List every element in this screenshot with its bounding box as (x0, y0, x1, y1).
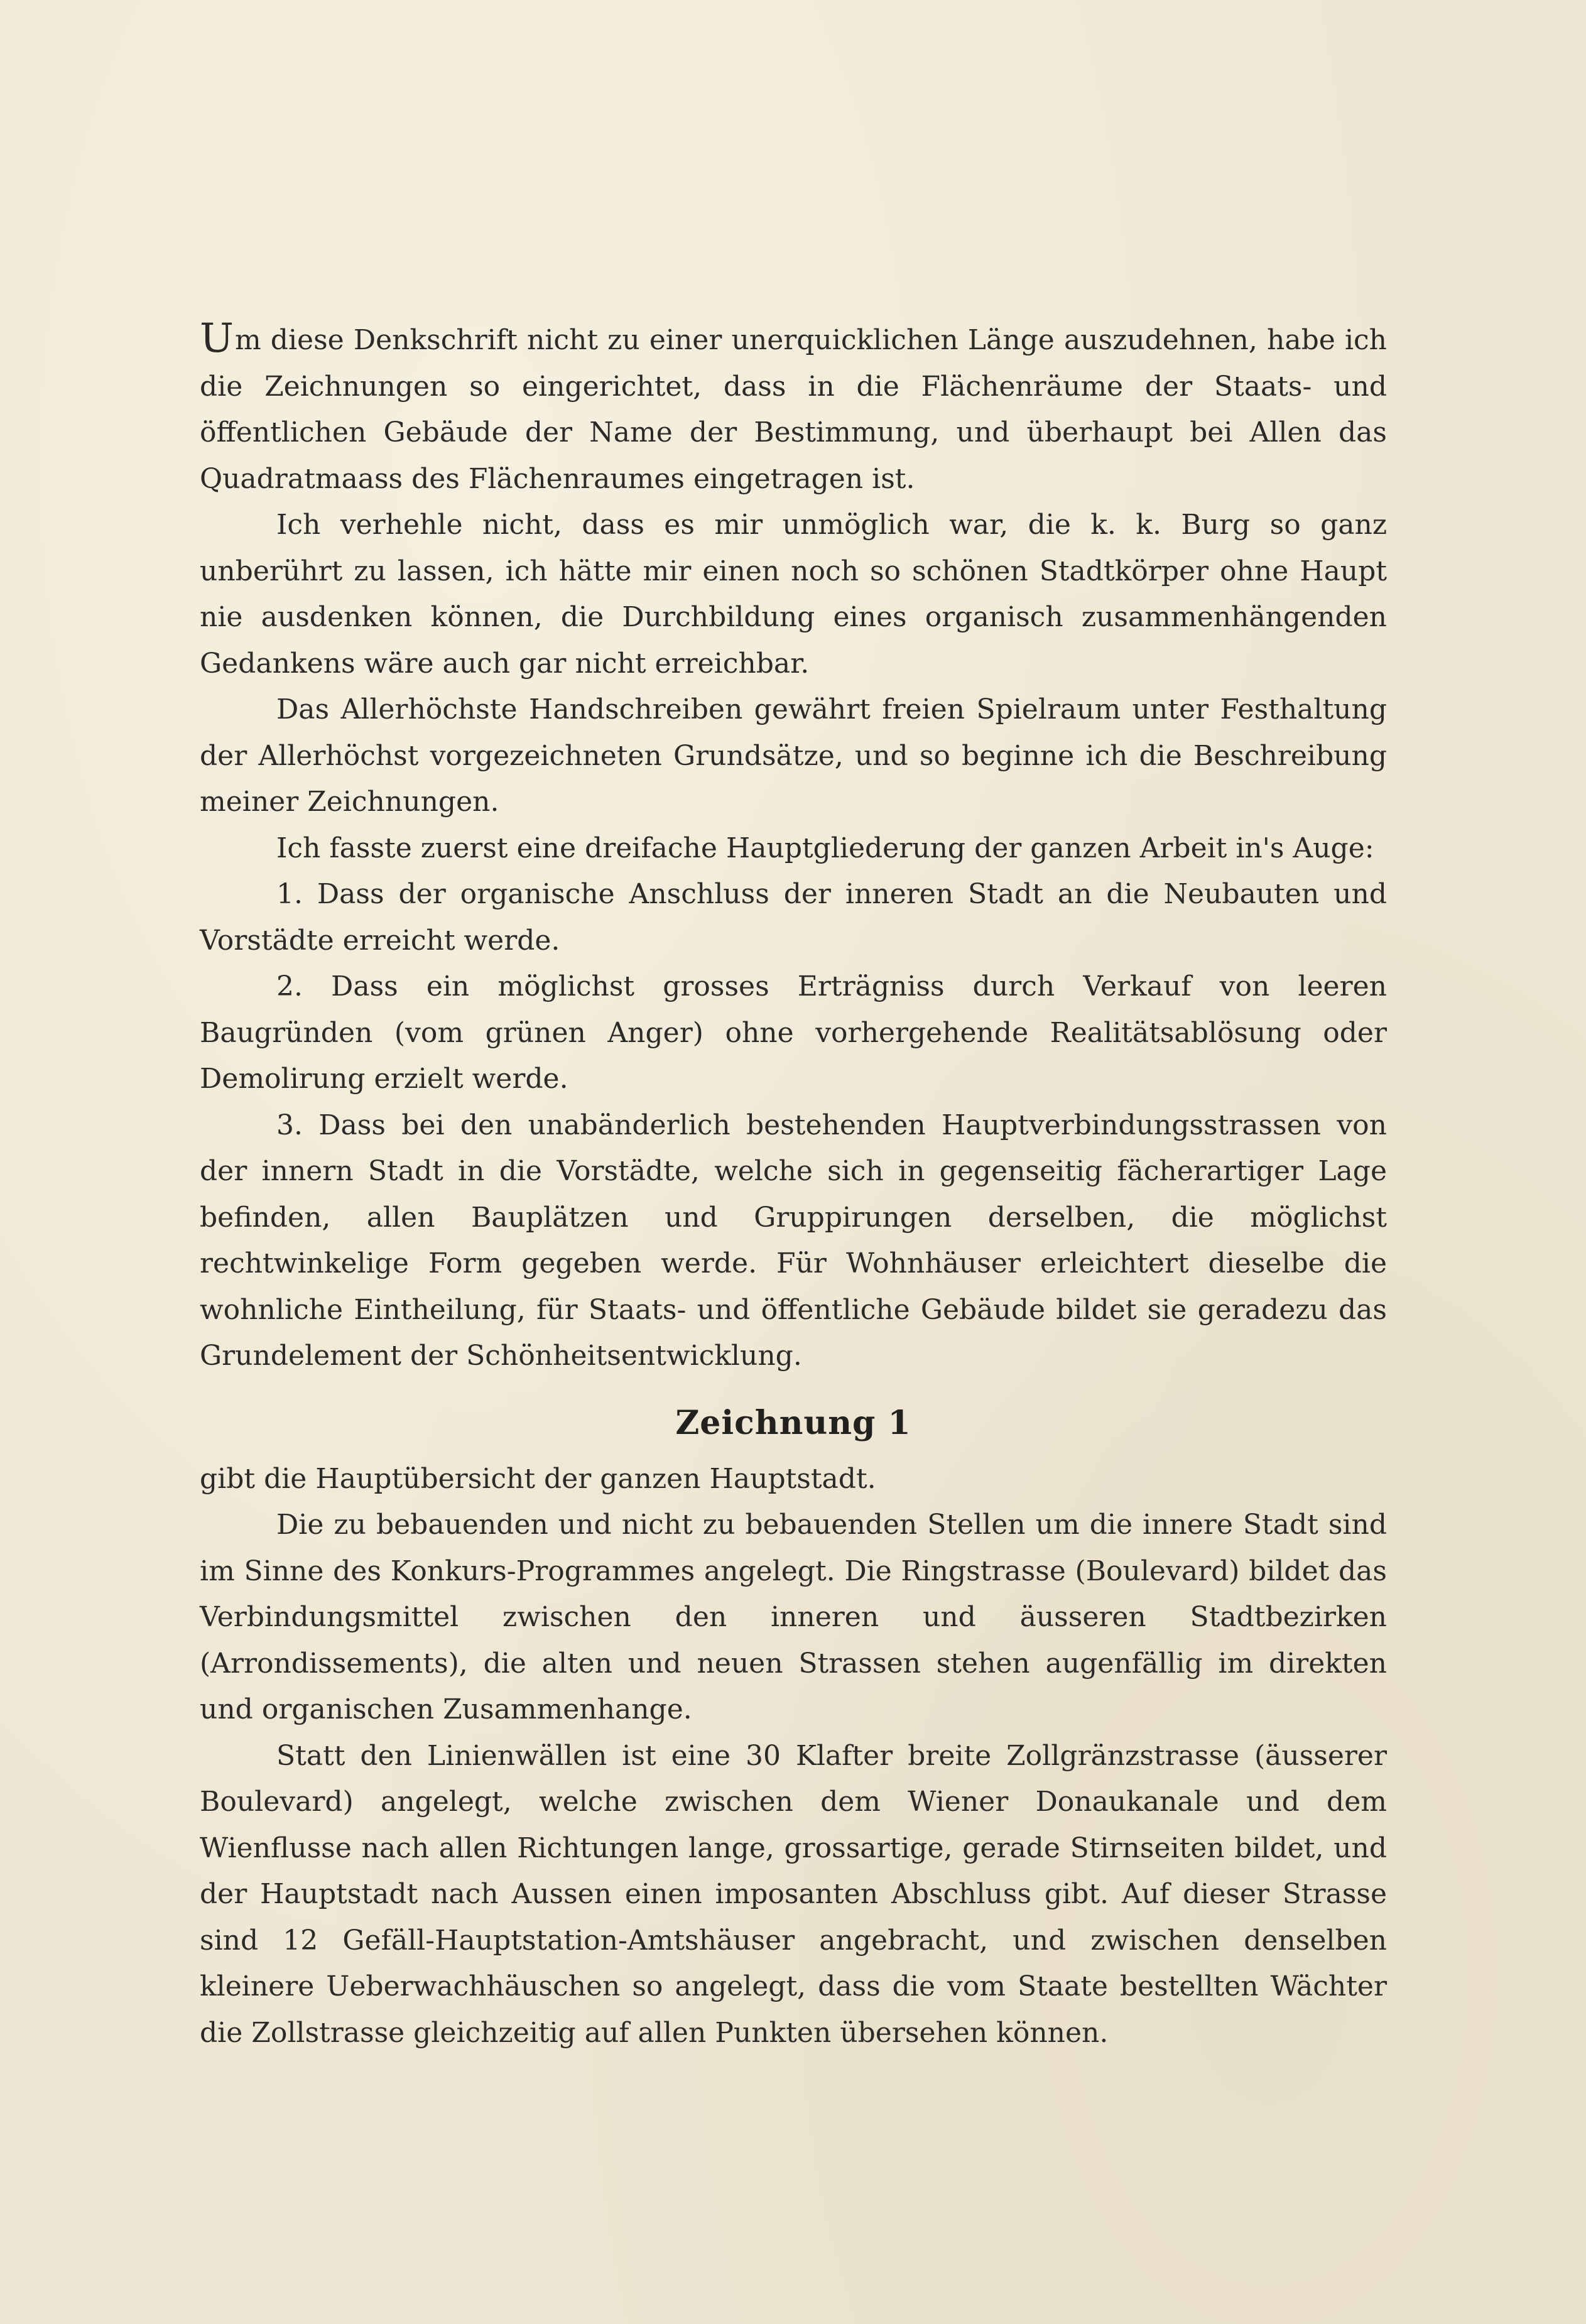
list-item-1: 1. Dass der organische Anschluss der inneren Stadt an die Neubauten und Vorstädte erreicht werde. (200, 878, 1387, 957)
list-item-3: 3. Dass bei den unabänderlich bestehenden Hauptverbindungsstrassen von der innern Stadt in die Vorstädte, welche sich in gegenseitig fächerartiger Lage befinden, allen Bauplätzen und Gruppirungen derselben, die möglichst rechtwinkelige Form gegeben werde. Für Wohnhäuser erleichtert dieselbe die wohnliche Eintheilung, für Staats- und öffentliche Gebäude bildet sie geradezu das Grundelement der Schönheitsentwicklung. (200, 1109, 1387, 1372)
paragraph-after-2: Die zu bebauenden und nicht zu bebauenden Stellen um die innere Stadt sind im Sinne des Konkurs-Programmes angelegt. Die Ringstrasse (Boulevard) bildet das Verbindungsmittel zwischen den inneren und äusseren Stadtbezirken (Arrondissements), die alten und neuen Strassen stehen augenfällig im direkten und organischen Zusammenhange. (200, 1509, 1387, 1725)
body-text (200, 317, 1387, 2056)
paragraph-intro-3: Das Allerhöchste Handschreiben gewährt freien Spielraum unter Festhaltung der Allerhöchst vorgezeichneten Grundsätze, und so beginne ich die Beschreibung meiner Zeichnungen. (200, 693, 1387, 818)
paragraph-after-1: gibt die Hauptübersicht der ganzen Hauptstadt. (200, 1462, 876, 1495)
drop-cap: U (200, 315, 234, 362)
paragraph-text: m diese Denkschrift nicht zu einer unerquicklichen Länge auszudehnen, habe ich die Zeichnungen so eingerichtet, dass in die Flächenräume der Staats- und öffentlichen Gebäude der Name der Bestimmung, und überhaupt bei Allen das Quadratmaass des Flächenraumes eingetragen ist. (200, 324, 1387, 495)
paragraph-intro-1 (200, 317, 1387, 502)
section-heading: Zeichnung 1 (675, 1403, 911, 1442)
paragraph-intro-4: Ich fasste zuerst eine dreifache Hauptgliederung der ganzen Arbeit in's Auge: (276, 832, 1374, 864)
paragraph-after-3: Statt den Linienwällen ist eine 30 Klafter breite Zollgränzstrasse (äusserer Boulevard) angelegt, welche zwischen dem Wiener Donaukanale und dem Wienflusse nach allen Richtungen lange, grossartige, gerade Stirnseiten bildet, und der Hauptstadt nach Aussen einen imposanten Abschluss gibt. Auf dieser Strasse sind 12 Gefäll-Hauptstation-Amtshäuser angebracht, und zwischen denselben kleinere Ueberwachhäuschen so angelegt, dass die vom Staate bestellten Wächter die Zollstrasse gleichzeitig auf allen Punkten übersehen können. (200, 1739, 1387, 2049)
paragraph-intro-2: Ich verhehle nicht, dass es mir unmöglich war, die k. k. Burg so ganz unberührt zu lassen, ich hätte mir einen noch so schönen Stadtkörper ohne Haupt nie ausdenken können, die Durchbildung eines organisch zusammenhängenden Gedankens wäre auch gar nicht erreichbar. (200, 509, 1387, 680)
list-item-2: 2. Dass ein möglichst grosses Erträgniss durch Verkauf von leeren Baugründen (vom grünen Anger) ohne vorhergehende Realitätsablösung oder Demolirung erzielt werde. (200, 970, 1387, 1095)
